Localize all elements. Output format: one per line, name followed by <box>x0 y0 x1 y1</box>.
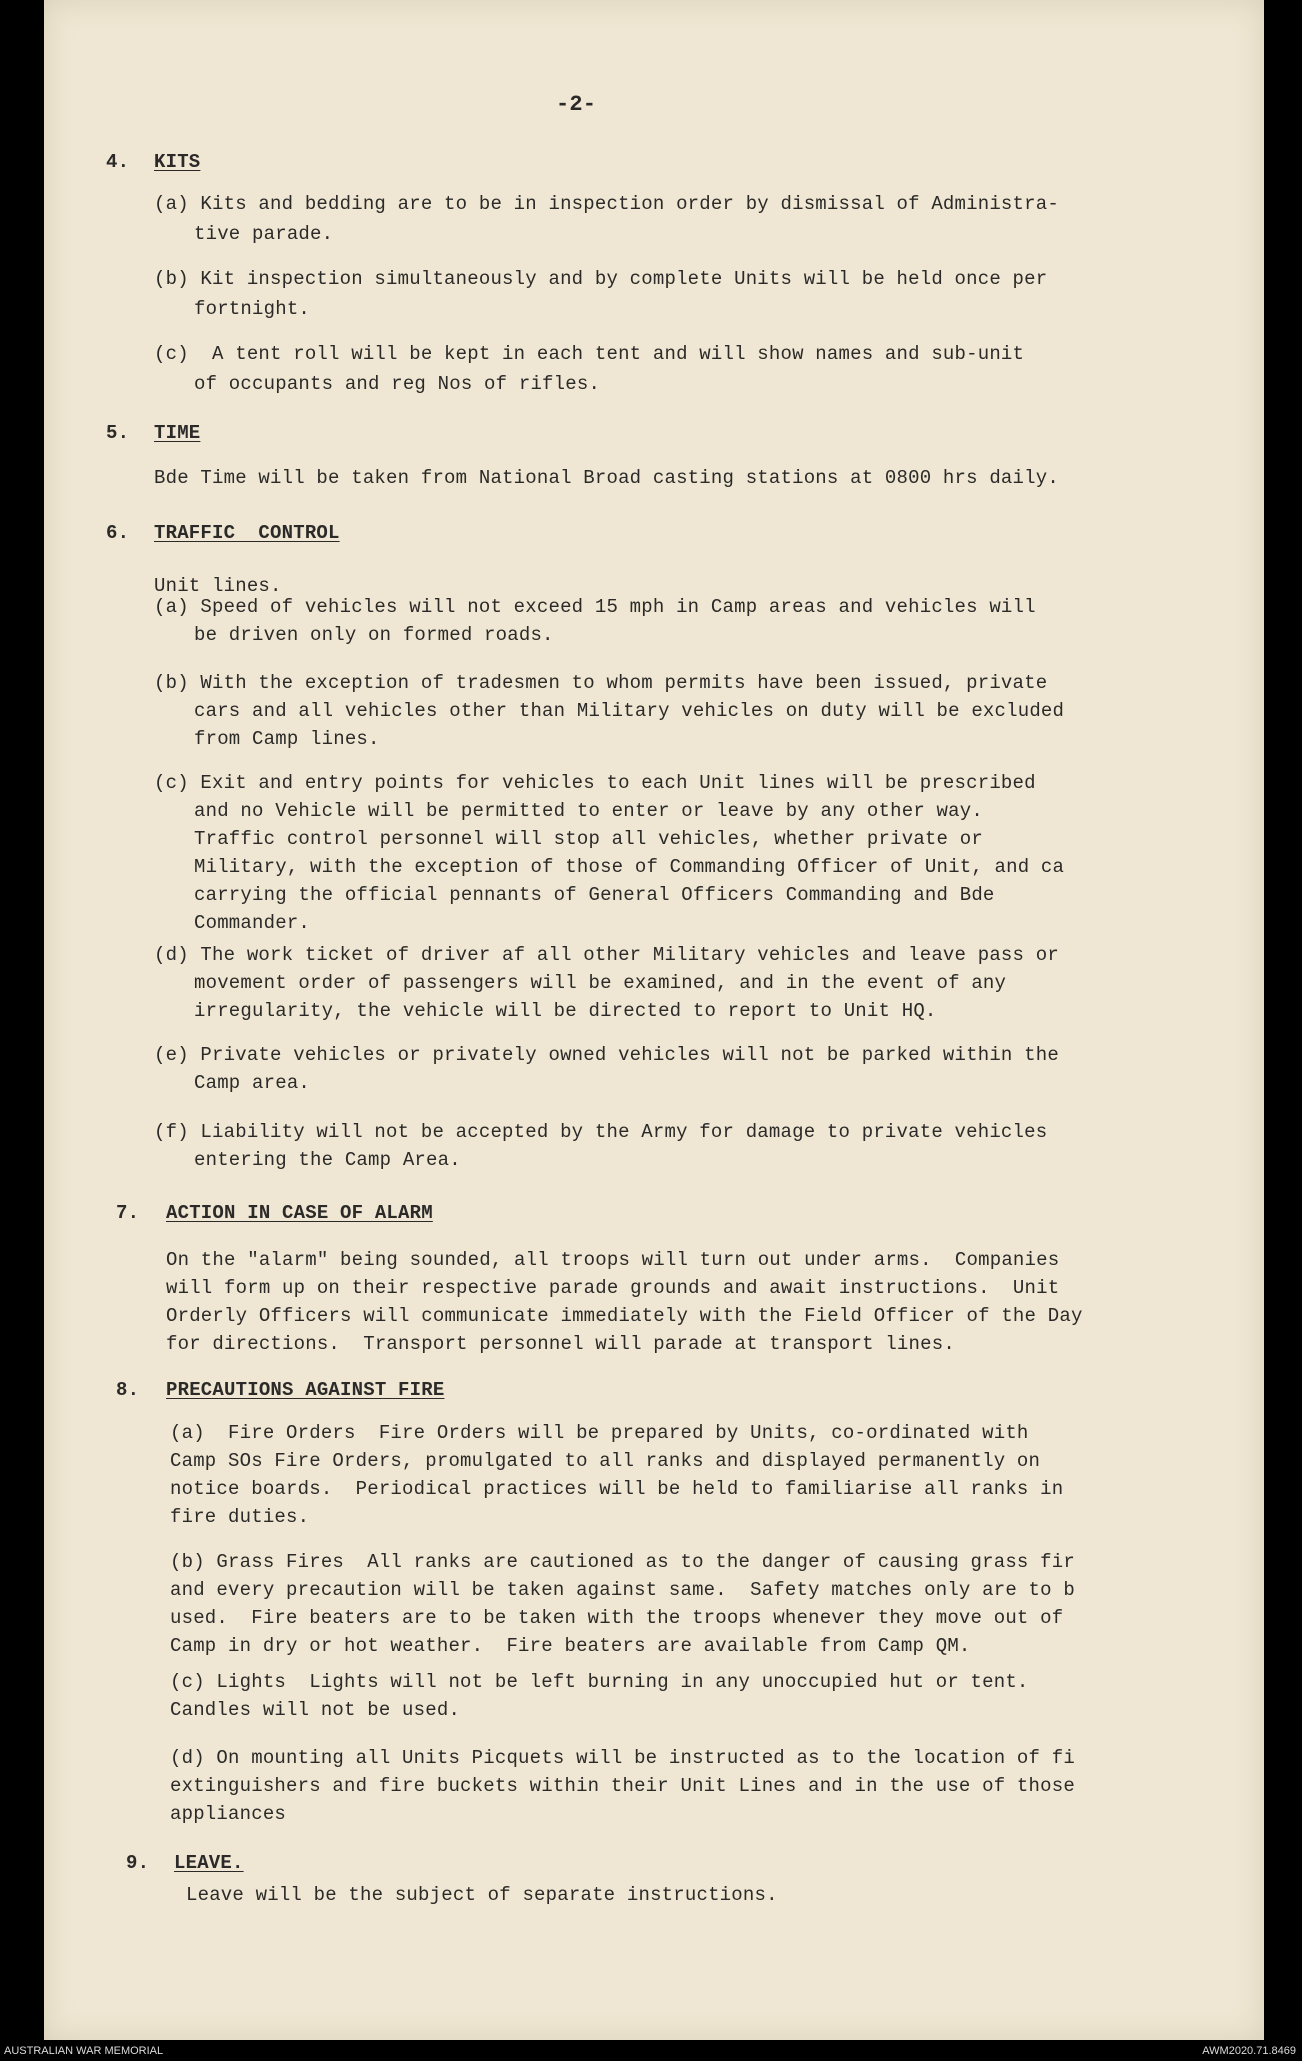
paragraph-line: appliances <box>170 1803 287 1825</box>
section-heading-time: TIME <box>154 422 201 444</box>
section-number: 5. <box>106 422 130 444</box>
paragraph-line: (d) On mounting all Units Picquets will be instructed as to the location of fi <box>170 1747 1075 1769</box>
section-heading-alarm: ACTION IN CASE OF ALARM <box>166 1202 433 1224</box>
paragraph-line: Orderly Officers will communicate immediately with the Field Officer of the Day <box>166 1305 1083 1327</box>
section-number: 8. <box>116 1379 140 1401</box>
paragraph-line: Camp area. <box>194 1072 311 1094</box>
paragraph-line: (a) Speed of vehicles will not exceed 15 mph in Camp areas and vehicles will <box>154 596 1036 618</box>
paragraph-line: (f) Liability will not be accepted by the Army for damage to private vehicles <box>154 1121 1048 1143</box>
paragraph-line: Camp SOs Fire Orders, promulgated to all ranks and displayed permanently on <box>170 1450 1041 1472</box>
paragraph-line: (b) With the exception of tradesmen to whom permits have been issued, private <box>154 672 1048 694</box>
section-heading-leave: LEAVE. <box>174 1852 244 1874</box>
section-number: 7. <box>116 1202 140 1224</box>
paragraph-line: (d) The work ticket of driver af all other Military vehicles and leave pass or <box>154 944 1059 966</box>
section-heading-fire: PRECAUTIONS AGAINST FIRE <box>166 1379 445 1401</box>
paragraph-line: (e) Private vehicles or privately owned vehicles will not be parked within the <box>154 1044 1059 1066</box>
paragraph-line: and no Vehicle will be permitted to enter or leave by any other way. <box>194 800 983 822</box>
paragraph-line: tive parade. <box>194 223 334 245</box>
section-number: 6. <box>106 522 130 544</box>
section-heading-traffic: TRAFFIC CONTROL <box>154 522 340 544</box>
paragraph-line: Traffic control personnel will stop all vehicles, whether private or <box>194 828 983 850</box>
paragraph-line: (c) A tent roll will be kept in each tent and will show names and sub-unit <box>154 343 1025 365</box>
paragraph-line: will form up on their respective parade grounds and await instructions. Unit <box>166 1277 1060 1299</box>
paragraph-line: (a) Kits and bedding are to be in inspection order by dismissal of Administra- <box>154 193 1059 215</box>
paragraph-line: (b) Grass Fires All ranks are cautioned as to the danger of causing grass fir <box>170 1551 1075 1573</box>
paragraph-line: carrying the official pennants of General Officers Commanding and Bde <box>194 884 995 906</box>
paragraph-line: On the "alarm" being sounded, all troops will turn out under arms. Companies <box>166 1249 1060 1271</box>
paragraph-line: Camp in dry or hot weather. Fire beaters are available from Camp QM. <box>170 1635 971 1657</box>
paragraph-line: notice boards. Periodical practices will be held to familiarise all ranks in <box>170 1478 1064 1500</box>
paragraph-line: fortnight. <box>194 298 311 320</box>
paragraph-line: and every precaution will be taken against same. Safety matches only are to b <box>170 1579 1075 1601</box>
paragraph-line: extinguishers and fire buckets within their Unit Lines and in the use of those <box>170 1775 1075 1797</box>
paragraph-line: movement order of passengers will be examined, and in the event of any <box>194 972 1007 994</box>
paragraph-line: Bde Time will be taken from National Broad casting stations at 0800 hrs daily. <box>154 467 1059 489</box>
section-heading-kits: KITS <box>154 151 201 173</box>
footer-accession-number: AWM2020.71.8469 <box>1202 2045 1296 2057</box>
paragraph-line: used. Fire beaters are to be taken with the troops whenever they move out of <box>170 1607 1064 1629</box>
section-number: 9. <box>126 1852 150 1874</box>
document-page <box>44 0 1264 2040</box>
paragraph-line: (c) Exit and entry points for vehicles to each Unit lines will be prescribed <box>154 772 1036 794</box>
paragraph-line: (b) Kit inspection simultaneously and by complete Units will be held once per <box>154 268 1048 290</box>
section-number: 4. <box>106 151 130 173</box>
paragraph-line: for directions. Transport personnel will parade at transport lines. <box>166 1333 955 1355</box>
paragraph-line: from Camp lines. <box>194 728 380 750</box>
paragraph-line: be driven only on formed roads. <box>194 624 554 646</box>
footer-archive-name: AUSTRALIAN WAR MEMORIAL <box>4 2045 164 2057</box>
page-number: -2- <box>556 92 597 117</box>
paragraph-line: Candles will not be used. <box>170 1699 461 1721</box>
paragraph-line: Commander. <box>194 912 311 934</box>
paragraph-line: cars and all vehicles other than Military vehicles on duty will be excluded <box>194 700 1065 722</box>
paragraph-line: (a) Fire Orders Fire Orders will be prepared by Units, co-ordinated with <box>170 1422 1029 1444</box>
paragraph-line: Military, with the exception of those of Commanding Officer of Unit, and ca <box>194 856 1065 878</box>
paragraph-line: (c) Lights Lights will not be left burning in any unoccupied hut or tent. <box>170 1671 1029 1693</box>
paragraph-line: Leave will be the subject of separate instructions. <box>186 1884 778 1906</box>
subheading-unit-lines: Unit lines. <box>154 575 282 597</box>
paragraph-line: of occupants and reg Nos of rifles. <box>194 373 601 395</box>
paragraph-line: entering the Camp Area. <box>194 1149 461 1171</box>
paragraph-line: irregularity, the vehicle will be directed to report to Unit HQ. <box>194 1000 937 1022</box>
paragraph-line: fire duties. <box>170 1506 310 1528</box>
